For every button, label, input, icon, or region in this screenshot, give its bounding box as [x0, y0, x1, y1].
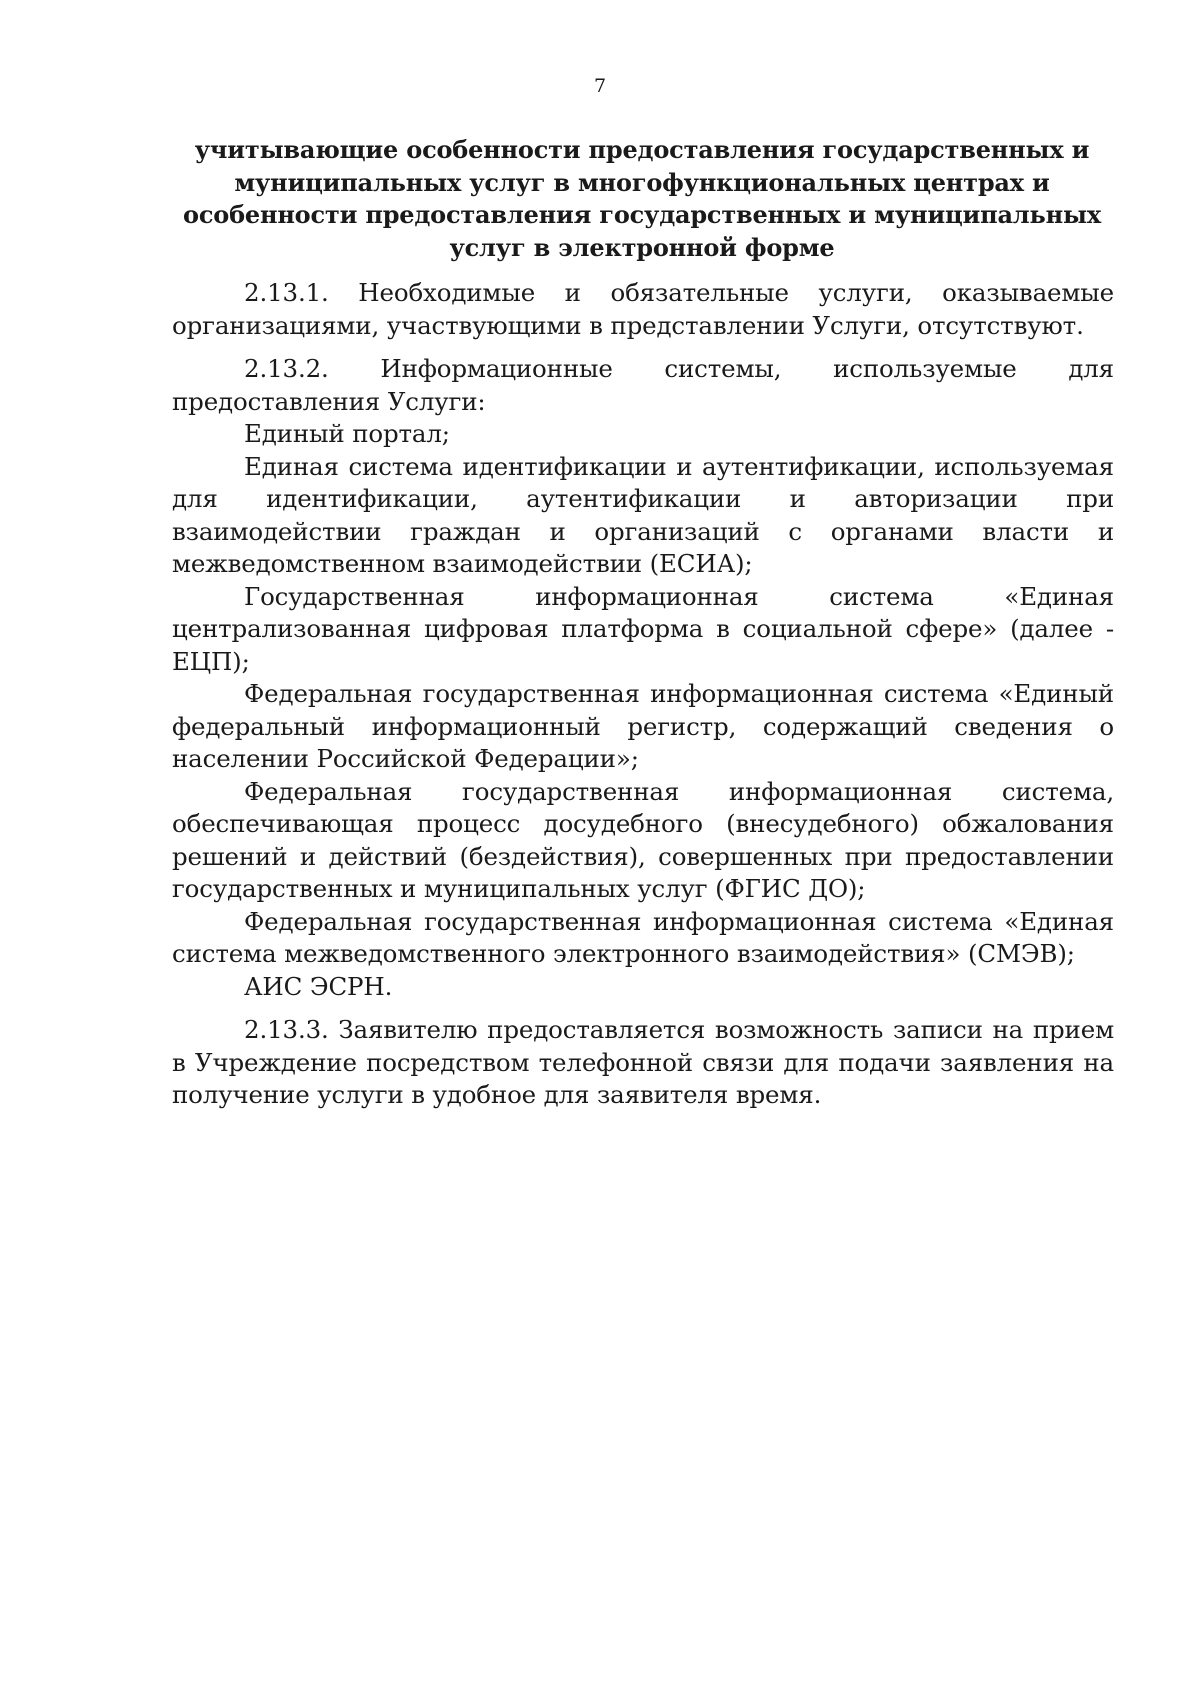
list-item-esia: Единая система идентификации и аутентификации, используемая для идентификации, аутентификации и авторизации при взаимодействии граждан и организаций с органами власти и межведомственном взаимодействии (ЕСИА);: [172, 451, 1114, 578]
list-item-smev: Федеральная государственная информационная система «Единая система межведомственного электронного взаимодействия» (СМЭВ);: [172, 906, 1114, 968]
list-item-portal: Единый портал;: [244, 419, 450, 448]
section-heading: учитывающие особенности предоставления государственных и муниципальных услуг в многофункциональных центрах и особенности предоставления государственных и муниципальных услуг в электронной форме: [183, 135, 1101, 262]
list-item-fgis-do: Федеральная государственная информационная система, обеспечивающая процесс досудебного (внесудебного) обжалования решений и действий (бездействия), совершенных при предоставлении государственных и муниципальных услуг (ФГИС ДО);: [172, 776, 1114, 903]
list-item-ais: АИС ЭСРН.: [244, 971, 393, 1001]
paragraph-2-13-3: 2.13.3. Заявителю предоставляется возможность записи на прием в Учреждение посредством телефонной связи для подачи заявления на получение услуги в удобное для заявителя время.: [172, 1015, 1114, 1109]
paragraph-2-13-2: 2.13.2. Информационные системы, используемые для предоставления Услуги:: [172, 354, 1114, 416]
page-number: 7: [593, 75, 607, 97]
paragraph-2-13-1: 2.13.1. Необходимые и обязательные услуги, оказываемые организациями, участвующими в представлении Услуги, отсутствуют.: [172, 278, 1114, 340]
document-body: [172, 277, 1114, 1112]
list-item-ecp: Государственная информационная система «Единая централизованная цифровая платформа в социальной сфере» (далее - ЕЦП);: [172, 581, 1114, 676]
list-item-register: Федеральная государственная информационная система «Единый федеральный информационный регистр, содержащий сведения о населении Российской Федерации»;: [172, 679, 1114, 773]
